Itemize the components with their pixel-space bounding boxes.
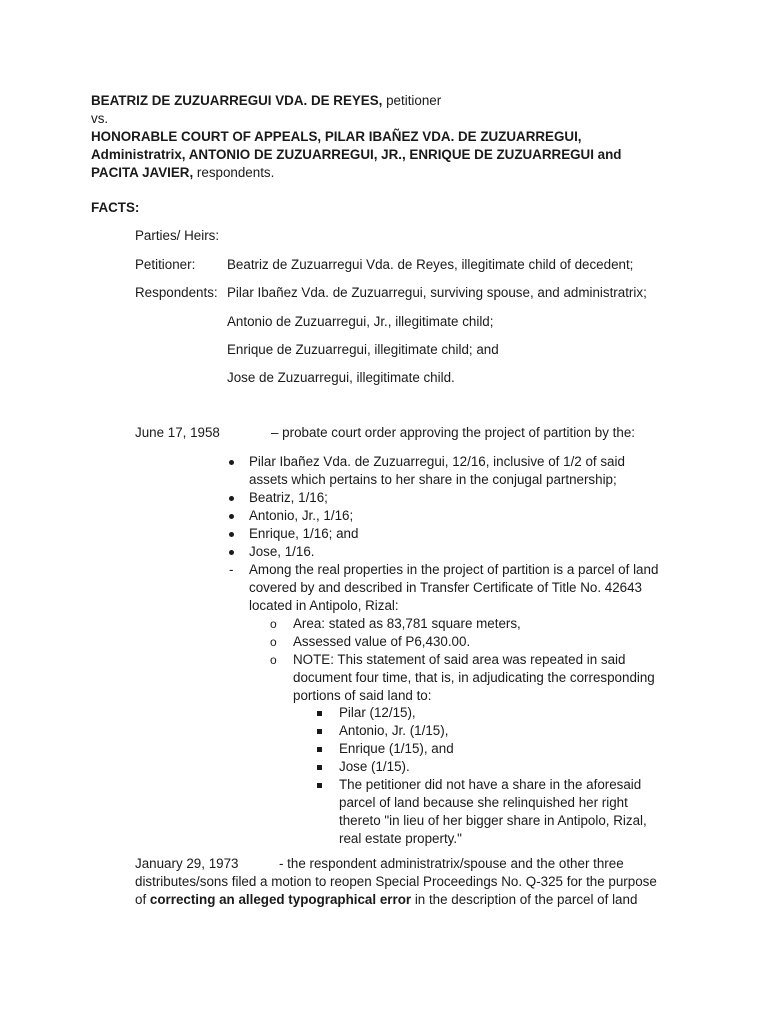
real-property-line: covered by and described in Transfer Certificate of Title No. 42643 xyxy=(249,580,643,595)
allocation-item: Antonio, Jr. (1/15), xyxy=(339,723,449,738)
petitioner-label: Petitioner: xyxy=(135,257,196,272)
event1-date: June 17, 1958 xyxy=(135,425,220,440)
allocation-item: Pilar (12/15), xyxy=(339,705,416,720)
respondent-item: Pilar Ibañez Vda. de Zuzuarregui, surviving spouse, and administratrix; xyxy=(227,285,647,300)
respondent-pacita: PACITA JAVIER, xyxy=(91,165,194,180)
event2-pre: of xyxy=(135,892,150,907)
caption-petitioner-line xyxy=(91,92,441,110)
square-bullet-icon xyxy=(317,747,322,752)
square-bullet-icon xyxy=(317,765,322,770)
bullet-icon xyxy=(229,496,234,501)
petitioner-name: BEATRIZ DE ZUZUARREGUI VDA. DE REYES, xyxy=(91,93,383,108)
event2-text-cont xyxy=(135,891,637,909)
bullet-icon xyxy=(229,514,234,519)
bullet-icon xyxy=(229,460,234,465)
allocation-note-cont: thereto "in lieu of her bigger share in Antipolo, Rizal, xyxy=(339,813,647,828)
partition-item: Jose, 1/16. xyxy=(249,544,315,559)
event2-post: in the description of the parcel of land xyxy=(411,892,638,907)
real-property-line: located in Antipolo, Rizal: xyxy=(249,598,399,613)
event1-text: – probate court order approving the project of partition by the: xyxy=(271,425,635,440)
caption-respondents-line2: Administratrix, ANTONIO DE ZUZUARREGUI, JR., ENRIQUE DE ZUZUARREGUI and xyxy=(91,147,622,162)
event2-date: January 29, 1973 xyxy=(135,856,239,871)
allocation-item: Enrique (1/15), and xyxy=(339,741,454,756)
real-property-line: Among the real properties in the project of partition is a parcel of land xyxy=(249,562,659,577)
partition-item: Pilar Ibañez Vda. de Zuzuarregui, 12/16, inclusive of 1/2 of said xyxy=(249,454,625,469)
square-bullet-icon xyxy=(317,783,322,788)
property-detail-cont: document four time, that is, in adjudicating the corresponding xyxy=(293,670,655,685)
petitioner-role: petitioner xyxy=(382,93,442,108)
partition-item: Antonio, Jr., 1/16; xyxy=(249,508,354,523)
event2-text: - the respondent administratrix/spouse and the other three xyxy=(279,856,624,871)
circle-bullet-icon: o xyxy=(270,617,277,631)
respondent-item: Jose de Zuzuarregui, illegitimate child. xyxy=(227,370,455,385)
respondents-label: Respondents: xyxy=(135,285,218,300)
caption-respondents-line3 xyxy=(91,164,274,182)
square-bullet-icon xyxy=(317,711,322,716)
partition-item: Enrique, 1/16; and xyxy=(249,526,359,541)
typographical-error-emphasis: correcting an alleged typographical error xyxy=(149,892,412,907)
property-detail: NOTE: This statement of said area was repeated in said xyxy=(293,652,626,667)
allocation-item: Jose (1/15). xyxy=(339,759,410,774)
allocation-note: The petitioner did not have a share in the aforesaid xyxy=(339,777,642,792)
circle-bullet-icon: o xyxy=(270,653,277,667)
partition-item: Beatriz, 1/16; xyxy=(249,490,328,505)
circle-bullet-icon: o xyxy=(270,635,277,649)
caption-vs: vs. xyxy=(91,111,109,126)
partition-item-cont: assets which pertains to her share in the conjugal partnership; xyxy=(249,472,617,487)
square-bullet-icon xyxy=(317,729,322,734)
respondent-item: Enrique de Zuzuarregui, illegitimate child; and xyxy=(227,342,499,357)
dash-bullet-icon: - xyxy=(229,562,234,577)
event2-text-cont: distributes/sons filed a motion to reopen Special Proceedings No. Q-325 for the purpose xyxy=(135,874,657,889)
respondents-role: respondents. xyxy=(193,165,275,180)
bullet-icon xyxy=(229,550,234,555)
property-detail-cont: portions of said land to: xyxy=(293,688,432,703)
petitioner-text: Beatriz de Zuzuarregui Vda. de Reyes, illegitimate child of decedent; xyxy=(227,257,634,272)
caption-respondents-line1: HONORABLE COURT OF APPEALS, PILAR IBAÑEZ VDA. DE ZUZUARREGUI, xyxy=(91,129,582,144)
property-detail: Assessed value of P6,430.00. xyxy=(293,634,471,649)
facts-heading: FACTS: xyxy=(91,200,140,215)
parties-label: Parties/ Heirs: xyxy=(135,228,220,243)
allocation-note-cont: real estate property." xyxy=(339,831,462,846)
bullet-icon xyxy=(229,532,234,537)
property-detail: Area: stated as 83,781 square meters, xyxy=(293,616,521,631)
allocation-note-cont: parcel of land because she relinquished her right xyxy=(339,795,628,810)
respondent-item: Antonio de Zuzuarregui, Jr., illegitimate child; xyxy=(227,314,494,329)
